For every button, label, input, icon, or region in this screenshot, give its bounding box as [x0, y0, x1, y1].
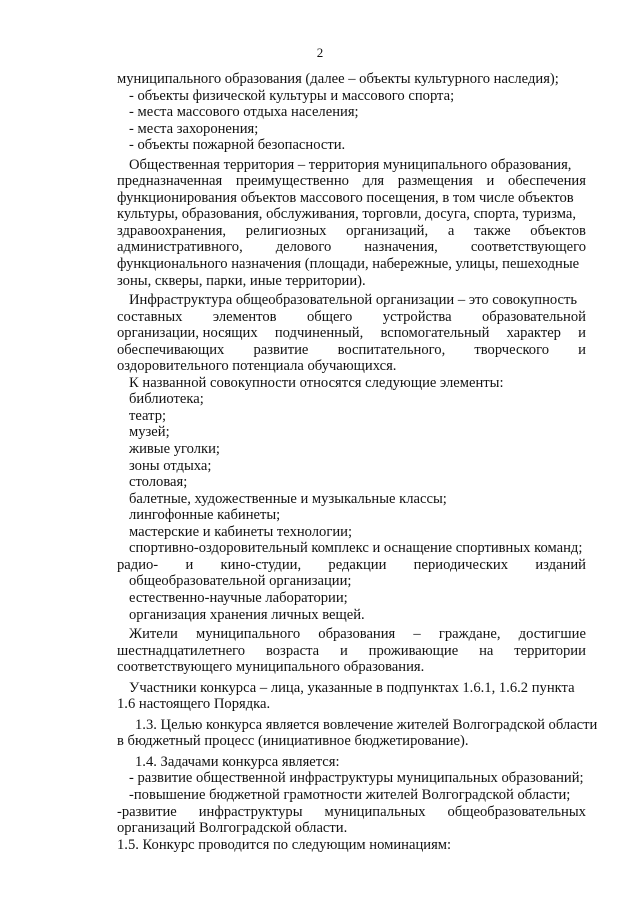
text-line: в бюджетный процесс (инициативное бюджетирование).: [117, 733, 469, 750]
text-line: культуры, образования, обслуживания, торговли, досуга, спорта, туризма,: [117, 206, 577, 223]
text-line: функционального назначения (площади, набережные, улицы, пешеходные: [117, 256, 580, 273]
word: соответствующего: [470, 239, 586, 256]
word: организаций,: [346, 222, 429, 239]
word: возраста: [265, 642, 320, 659]
word: территории: [514, 642, 586, 659]
word: Жители: [129, 626, 178, 643]
word: устройства: [382, 308, 452, 325]
text-line: [117, 239, 586, 256]
text-line: [117, 643, 586, 660]
text-line: муниципального образования (далее – объекты культурного наследия);: [117, 71, 559, 87]
word: обеспечения: [508, 173, 586, 190]
text-line: функционирования объектов массового посещения, в том числе объектов: [117, 189, 574, 206]
word: граждане,: [438, 626, 501, 643]
word: преимущественно: [235, 173, 349, 190]
word: и: [185, 556, 194, 573]
text-line: организация хранения личных вещей.: [129, 606, 365, 623]
text-line: - места массового отдыха населения;: [129, 104, 359, 121]
word: и: [578, 325, 586, 342]
word: общеобразовательных: [447, 803, 586, 820]
text-line: [117, 223, 586, 240]
word: периодических: [413, 556, 509, 573]
text-line: живые уголки;: [129, 441, 220, 458]
text-line: - развитие общественной инфраструктуры муниципальных образований;: [129, 770, 584, 787]
text-line: 1.3. Целью конкурса является вовлечение жителей Волгоградской области: [135, 716, 598, 733]
word: также: [474, 222, 511, 239]
word: характер: [506, 325, 561, 342]
word: инфраструктуры: [198, 803, 303, 820]
word: организации, носящих: [117, 325, 258, 342]
text-line: 1.4. Задачами конкурса является:: [135, 753, 340, 770]
text-line: зоны, скверы, парки, иные территории).: [117, 272, 366, 289]
word: размещения: [397, 173, 473, 190]
text-line: [117, 325, 586, 342]
word: объектов: [530, 222, 586, 239]
text-line: 1.6 настоящего Порядка.: [117, 696, 271, 713]
text-line: Инфраструктура общеобразовательной организации – это совокупность: [129, 292, 578, 309]
text-line: - места захоронения;: [129, 120, 259, 137]
word: шестнадцатилетнего: [117, 642, 246, 659]
word: изданий: [535, 556, 586, 573]
word: редакции: [328, 556, 387, 573]
text-line: спортивно-оздоровительный комплекс и оснащение спортивных команд;: [129, 540, 583, 557]
word: муниципального: [195, 626, 301, 643]
word: назначения,: [364, 239, 438, 256]
document-body: [117, 71, 598, 853]
word: -развитие: [117, 803, 177, 820]
text-line: 1.5. Конкурс проводится по следующим номинациям:: [117, 836, 452, 853]
word: муниципальных: [324, 803, 426, 820]
word: и: [578, 341, 586, 358]
word: административного,: [117, 239, 243, 256]
text-line: соответствующего муниципального образования.: [117, 659, 425, 676]
word: достигшие: [518, 626, 586, 643]
text-line: Общественная территория – территория муниципального образования,: [129, 156, 572, 173]
word: творческого: [474, 341, 550, 358]
word: здравоохранения,: [117, 222, 227, 239]
word: а: [447, 222, 455, 239]
page-number: 2: [316, 45, 324, 60]
word: делового: [275, 239, 332, 256]
text-line: балетные, художественные и музыкальные классы;: [129, 490, 447, 507]
text-line: мастерские и кабинеты технологии;: [129, 523, 353, 540]
text-line: столовая;: [129, 474, 188, 491]
text-line: [117, 309, 586, 326]
word: –: [413, 626, 421, 643]
word: образовательной: [481, 308, 586, 325]
word: общего: [306, 308, 353, 325]
word: составных: [117, 308, 183, 325]
text-line: оздоровительного потенциала обучающихся.: [117, 358, 397, 375]
word: религиозных: [245, 222, 327, 239]
word: и: [486, 173, 495, 190]
text-line: [117, 557, 586, 574]
word: элементов: [212, 308, 277, 325]
text-line: -повышение бюджетной грамотности жителей Волгоградской области;: [129, 786, 571, 803]
word: проживающие: [368, 642, 459, 659]
text-line: Участники конкурса – лица, указанные в подпунктах 1.6.1, 1.6.2 пункта: [129, 679, 575, 696]
word: предназначенная: [117, 173, 223, 190]
text-line: общеобразовательной организации;: [129, 573, 352, 590]
text-line: театр;: [129, 407, 167, 424]
text-line: библиотека;: [129, 391, 204, 408]
text-line: организаций Волгоградской области.: [117, 820, 348, 837]
word: обеспечивающих: [117, 341, 225, 358]
text-line: естественно-научные лаборатории;: [129, 589, 348, 606]
word: радио-: [117, 556, 159, 573]
text-line: - объекты пожарной безопасности.: [129, 137, 346, 154]
word: и: [339, 642, 348, 659]
word: подчиненный,: [274, 325, 364, 342]
text-line: лингофонные кабинеты;: [129, 507, 281, 524]
text-line: [117, 804, 586, 821]
text-line: [117, 626, 586, 643]
text-line: [117, 173, 586, 190]
text-line: К названной совокупности относятся следующие элементы:: [129, 374, 504, 391]
word: образования: [318, 626, 396, 643]
text-line: - объекты физической культуры и массового спорта;: [129, 87, 455, 104]
text-line: музей;: [129, 424, 170, 441]
word: развитие: [253, 341, 309, 358]
word: вспомогательный: [380, 325, 490, 342]
word: для: [362, 173, 385, 190]
text-line: зоны отдыха;: [129, 457, 212, 474]
word: воспитательного,: [337, 341, 446, 358]
text-line: [117, 342, 586, 359]
word: на: [479, 642, 494, 659]
word: кино-студии,: [220, 556, 302, 573]
